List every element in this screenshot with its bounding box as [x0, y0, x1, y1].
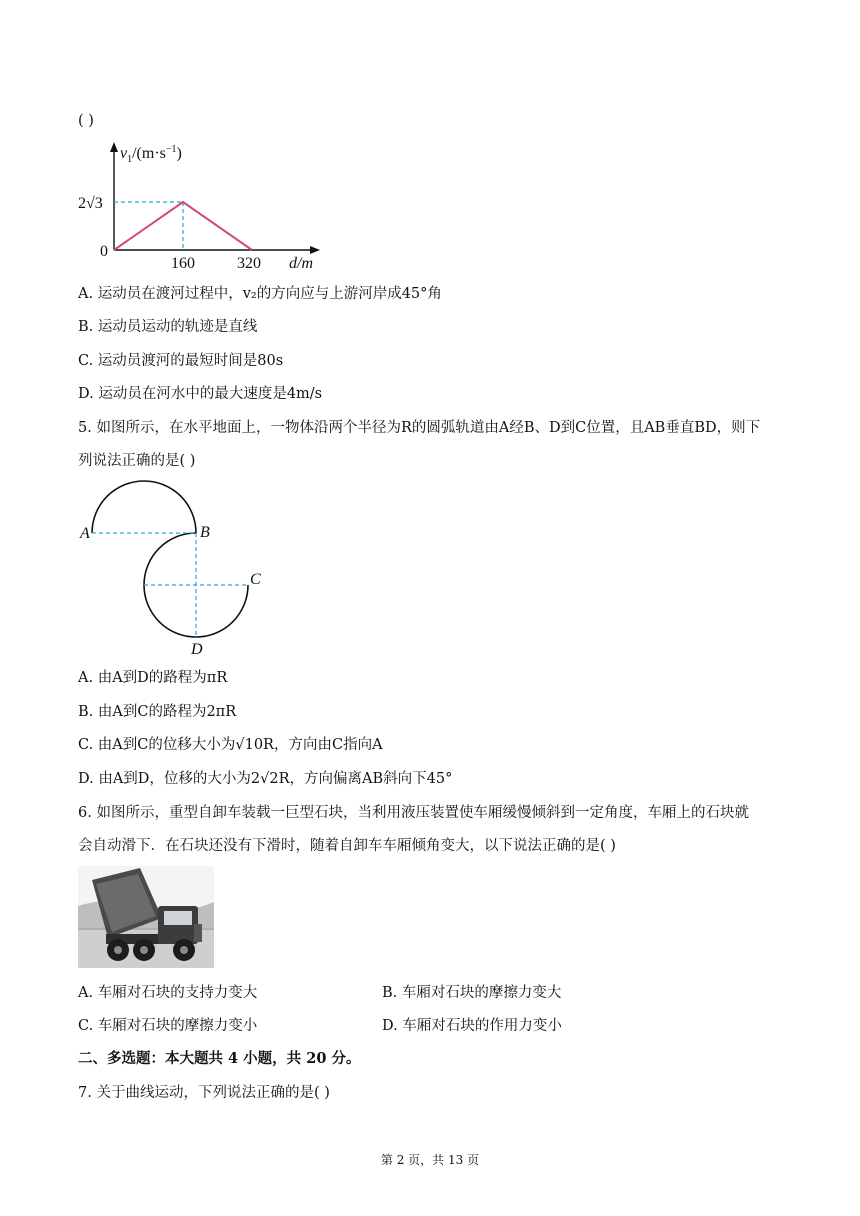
q4-stem-tail: ( ) [78, 113, 94, 129]
origin-label: 0 [100, 243, 108, 260]
q7-stem: 7. 关于曲线运动，下列说法正确的是( ) [78, 1085, 330, 1101]
x-axis-label: d/m [289, 255, 313, 272]
q6-option-c: C. 车厢对石块的摩擦力变小 [78, 1018, 258, 1034]
q5-stem-line2: 列说法正确的是( ) [78, 453, 196, 469]
q4-option-c: C. 运动员渡河的最短时间是80s [78, 353, 284, 369]
y-label-v: v [120, 145, 128, 162]
y-label-unit: /(m·s [132, 145, 166, 162]
y-axis-arrow [110, 142, 118, 152]
y-label-close: ) [176, 145, 182, 162]
svg-text:v1/(m·s−1) [120, 144, 182, 165]
section-2-heading: 二、多选题：本大题共 4 小题，共 20 分。 [78, 1050, 361, 1067]
x-axis-arrow [310, 246, 320, 254]
q5-option-b: B. 由A到C的路程为2πR [78, 704, 237, 720]
point-c-label: C [250, 571, 261, 588]
point-a-label: A [80, 525, 90, 542]
dump-truck-photo [78, 866, 214, 968]
q4-option-a: A. 运动员在渡河过程中，v₂的方向应与上游河岸成45°角 [78, 286, 442, 302]
q4-option-b: B. 运动员运动的轨迹是直线 [78, 319, 258, 335]
point-d-label: D [191, 641, 203, 658]
q5-option-d: D. 由A到D，位移的大小为2√2R，方向偏离AB斜向下45° [78, 771, 453, 787]
y-label-exp: −1 [165, 144, 177, 155]
q5-option-c: C. 由A到C的位移大小为√10R，方向由C指向A [78, 737, 383, 753]
x-tick-160: 160 [171, 255, 195, 272]
q6-option-b: B. 车厢对石块的摩擦力变大 [382, 985, 562, 1001]
q4-velocity-graph [78, 140, 338, 275]
q5-option-a: A. 由A到D的路程为πR [78, 670, 228, 686]
point-b-label: B [200, 524, 210, 541]
q6-option-a: A. 车厢对石块的支持力变大 [78, 985, 258, 1001]
q4-option-d: D. 运动员在河水中的最大速度是4m/s [78, 386, 323, 402]
page-footer: 第 2 页，共 13 页 [380, 1153, 480, 1167]
x-tick-320: 320 [237, 255, 261, 272]
q6-stem-line1: 6. 如图所示，重型自卸车装载一巨型石块，当利用液压装置使车厢缓慢倾斜到一定角度，车厢上的石块就 [78, 805, 749, 821]
y-label-sub: 1 [127, 154, 133, 165]
q6-option-d: D. 车厢对石块的作用力变小 [382, 1018, 562, 1034]
q5-arc-figure [78, 478, 278, 658]
y-tick-label: 2√3 [78, 195, 103, 212]
q5-stem-line1: 5. 如图所示，在水平地面上，一物体沿两个半径为R的圆弧轨道由A经B、D到C位置，且AB垂直BD，则下 [78, 420, 761, 436]
upper-arc [92, 481, 196, 533]
q6-stem-line2: 会自动滑下．在石块还没有下滑时，随着自卸车车厢倾角变大，以下说法正确的是( ) [78, 838, 616, 854]
